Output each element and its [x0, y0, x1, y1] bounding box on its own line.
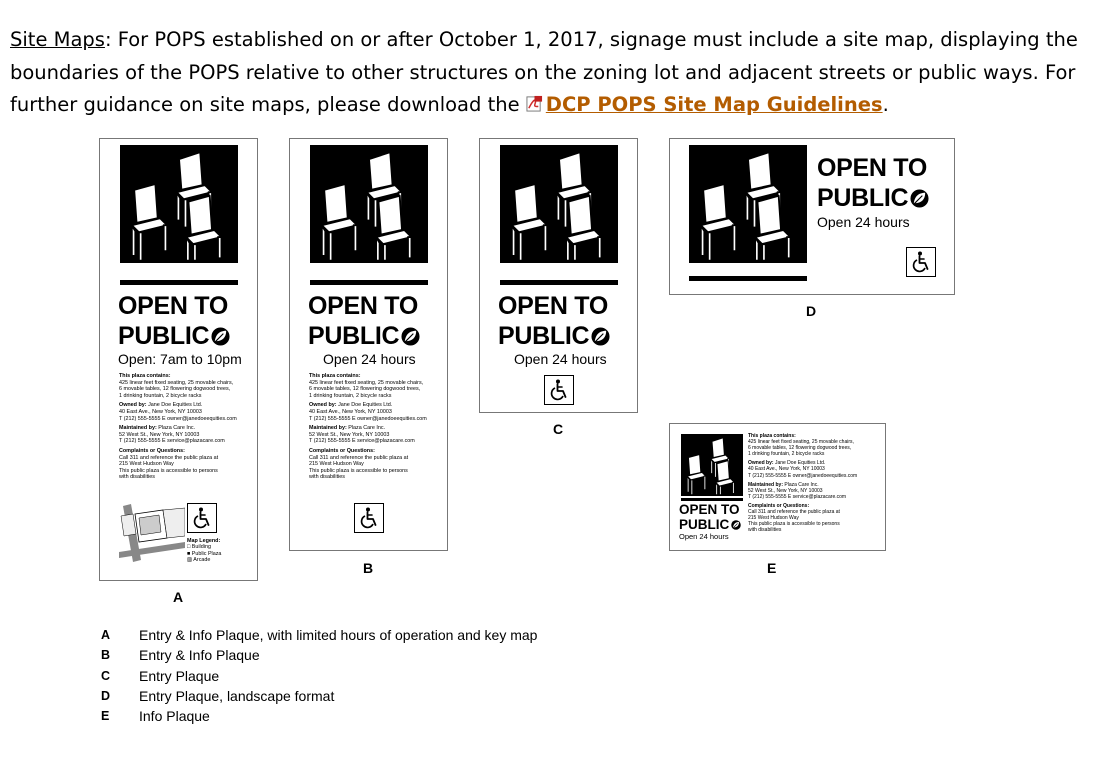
key-map: [119, 504, 185, 564]
plaque-letter-a: A: [173, 589, 184, 605]
plaque-letter-d: D: [806, 303, 817, 319]
chairs-icon: [120, 145, 238, 263]
wheelchair-icon: [357, 506, 381, 530]
hours-text: Open 24 hours: [817, 214, 910, 230]
wheelchair-icon: [909, 250, 933, 274]
accessibility-badge: [906, 247, 936, 277]
plaque-title: OPEN TO PUBLIC: [679, 502, 740, 532]
legend-item: C Entry Plaque: [101, 667, 220, 684]
plaque-title: OPEN TO PUBLIC: [308, 291, 420, 351]
chairs-icon: [681, 434, 743, 496]
site-map-guidelines-link[interactable]: DCP POPS Site Map Guidelines: [545, 93, 883, 116]
plaque-legend-list: [101, 625, 537, 726]
legend-item: D Entry Plaque, landscape format: [101, 687, 335, 704]
divider-bar: [120, 280, 238, 285]
accessibility-badge: [354, 503, 384, 533]
legend-item: A Entry & Info Plaque, with limited hours of operation and key map: [101, 627, 538, 643]
divider-bar: [689, 276, 807, 281]
plaque-letter-e: E: [767, 560, 777, 576]
plaque-title: OPEN TO PUBLIC: [118, 291, 230, 351]
plaque-title: OPEN TO PUBLIC: [817, 153, 929, 213]
wheelchair-icon: [547, 378, 571, 402]
divider-bar: [500, 280, 618, 285]
hours-text: Open 24 hours: [679, 532, 729, 541]
legend-item: B Entry & Info Plaque: [101, 647, 260, 664]
divider-bar: [310, 280, 428, 285]
accessibility-badge: [187, 503, 217, 533]
hours-text: Open 24 hours: [514, 351, 607, 367]
info-block: This plaza contains: 425 linear feet fixed seating, 25 movable chairs, 6 movable tables, 12 flowering dogwood trees, 1 drinking fountain, 2 bicycle racks Owned by: Jane Doe Equities Ltd. 40 East Ave., New York, NY 10003 T (212) 555-5555 E owner@janedoeequities.com Maintained by: Plaza Care Inc. 52 West St., New York, NY 10003 T (212) 555-5555 E service@plazacare.com Complaints or Questions: Call 311 and reference the public plaza at 215 West Hudson Way This public plaza is accessible to persons with disabilities: [309, 373, 427, 481]
hours-text: Open 24 hours: [323, 351, 416, 367]
pdf-file-icon: [526, 95, 543, 112]
intro-text: : For POPS established on or after October 1, 2017, signage must include a site map, displaying the boundaries of the POPS relative to other structures on the zoning lot and adjacent streets or public ways. For further guidance on site maps, please download the: [10, 28, 1078, 116]
chairs-icon: [689, 145, 807, 263]
site-maps-term: Site Maps: [10, 28, 105, 51]
map-legend: Map Legend: □ Building ■ Public Plaza ▨ Arcade: [187, 538, 222, 564]
leaf-icon: [211, 327, 230, 346]
plaque-d: [669, 138, 955, 295]
leaf-icon: [401, 327, 420, 346]
plaque-b: [289, 138, 448, 551]
info-block: This plaza contains: 425 linear feet fixed seating, 25 movable chairs, 6 movable tables, 12 flowering dogwood trees, 1 drinking fountain, 2 bicycle racks Owned by: Jane Doe Equities Ltd. 40 East Ave., New York, NY 10003 T (212) 555-5555 E owner@janedoeequities.com Maintained by: Plaza Care Inc. 52 West St., New York, NY 10003 T (212) 555-5555 E service@plazacare.com Complaints or Questions: Call 311 and reference the public plaza at 215 West Hudson Way This public plaza is accessible to persons with disabilities: [119, 373, 237, 481]
leaf-icon: [910, 189, 929, 208]
hours-text: Open: 7am to 10pm: [118, 351, 242, 367]
wheelchair-icon: [190, 506, 214, 530]
plaque-a: [99, 138, 258, 581]
leaf-icon: [731, 520, 741, 530]
legend-item: E Info Plaque: [101, 708, 210, 725]
chairs-icon: [500, 145, 618, 263]
plaque-e: [669, 423, 886, 551]
plaque-letter-c: C: [553, 421, 564, 437]
plaque-letter-b: B: [363, 560, 374, 576]
intro-trailing: .: [882, 93, 889, 116]
leaf-icon: [591, 327, 610, 346]
info-block: This plaza contains: 425 linear feet fixed seating, 25 movable chairs, 6 movable tables, 12 flowering dogwood trees, 1 drinking fountain, 2 bicycle racks Owned by: Jane Doe Equities Ltd. 40 East Ave., New York, NY 10003 T (212) 555-5555 E owner@janedoeequities.com Maintained by: Plaza Care Inc. 52 West St., New York, NY 10003 T (212) 555-5555 E service@plazacare.com Complaints or Questions: Call 311 and reference the public plaza at 215 West Hudson Way This public plaza is accessible to persons with disabilities: [748, 433, 858, 534]
divider-bar: [681, 498, 743, 501]
plaque-title: OPEN TO PUBLIC: [498, 291, 610, 351]
intro-paragraph: [10, 24, 1090, 122]
chairs-icon: [310, 145, 428, 263]
accessibility-badge: [544, 375, 574, 405]
plaque-c: [479, 138, 638, 413]
